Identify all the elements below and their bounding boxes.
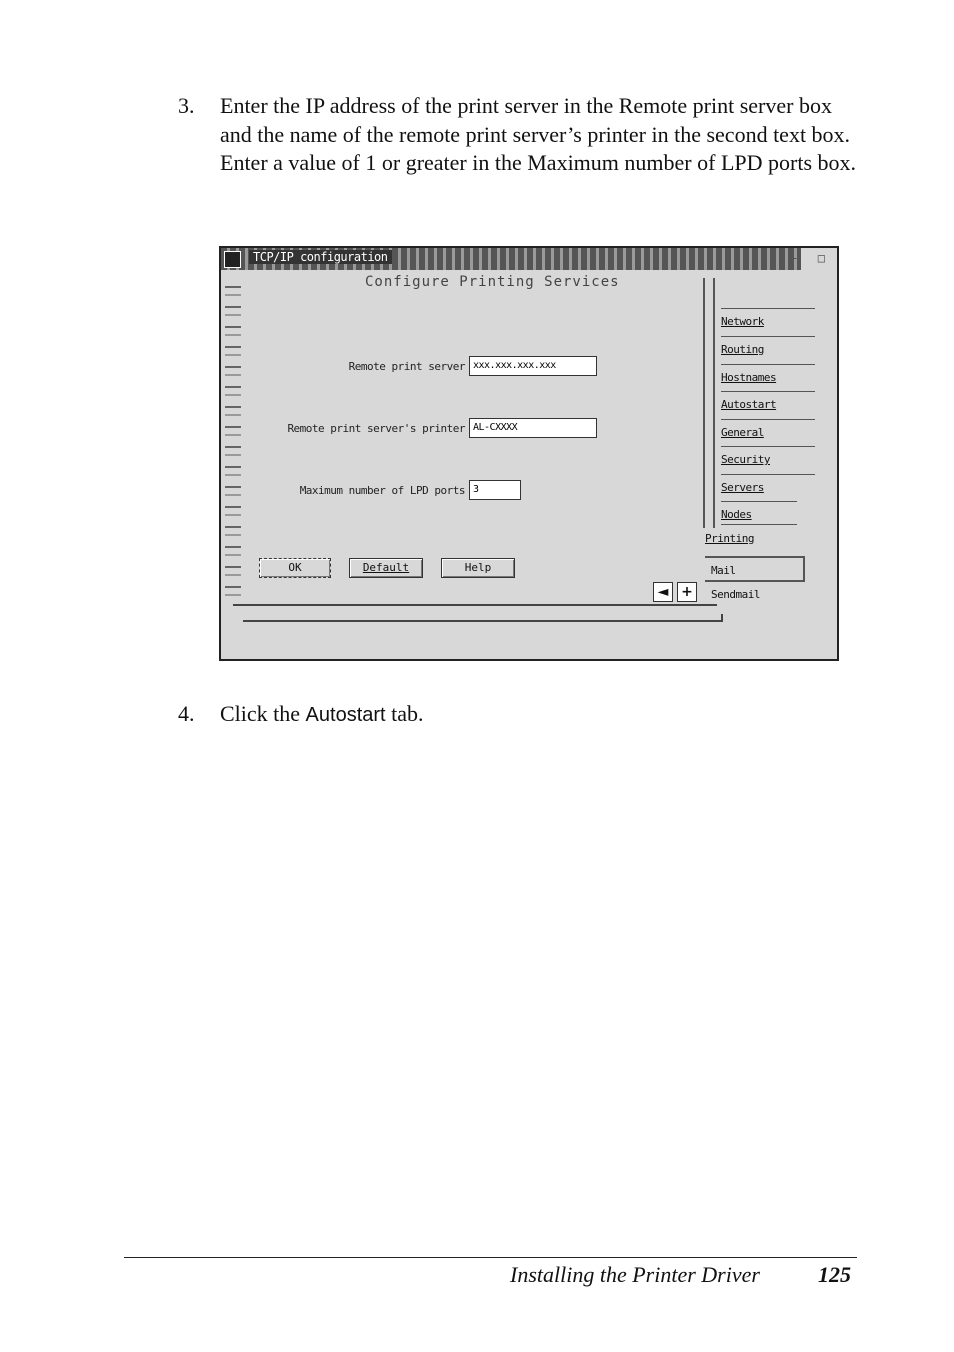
footer-rule bbox=[124, 1257, 857, 1258]
app-icon bbox=[224, 251, 241, 268]
notebook-binding-decoration bbox=[225, 276, 241, 596]
step-text-prefix: Click the bbox=[220, 701, 306, 726]
tab-routing[interactable]: Routing bbox=[721, 336, 815, 360]
tab-nodes[interactable]: Nodes bbox=[721, 501, 797, 525]
tab-servers[interactable]: Servers bbox=[721, 474, 815, 498]
tab-network[interactable]: Network bbox=[721, 308, 815, 332]
step-number: 4. bbox=[178, 701, 195, 726]
window-title-bar bbox=[221, 248, 801, 270]
notebook-page-edge bbox=[233, 604, 717, 606]
tcpip-configuration-screenshot bbox=[219, 246, 839, 661]
tab-autostart[interactable]: Autostart bbox=[721, 391, 815, 415]
help-button[interactable]: Help bbox=[441, 558, 515, 578]
remote-print-server-input[interactable]: xxx.xxx.xxx.xxx bbox=[469, 356, 597, 376]
window-title: TCP/IP configuration bbox=[249, 250, 392, 264]
dialog-heading: Configure Printing Services bbox=[365, 274, 620, 290]
notebook-tab-spine bbox=[703, 278, 715, 528]
tab-sendmail[interactable]: Sendmail bbox=[711, 588, 760, 601]
remote-printer-input[interactable]: AL-CXXXX bbox=[469, 418, 597, 438]
remote-print-server-label: Remote print server bbox=[348, 360, 465, 373]
tab-printing[interactable]: Printing bbox=[705, 532, 754, 545]
notebook-page-edge-lower bbox=[243, 614, 723, 622]
step-number: 3. bbox=[178, 93, 195, 118]
step-text-suffix: tab. bbox=[385, 701, 424, 726]
step-text: Enter the IP address of the print server in the Remote print server box and the name of the remote print server’s printer in the second text box. Enter a value of 1 or greater in the Maximum number of LPD ports box. bbox=[220, 93, 857, 175]
remote-printer-label: Remote print server's printer bbox=[287, 422, 465, 435]
max-lpd-ports-input[interactable]: 3 bbox=[469, 480, 521, 500]
tab-scroll-left-button[interactable]: ◄ bbox=[653, 582, 673, 602]
max-lpd-ports-label: Maximum number of LPD ports bbox=[299, 484, 465, 497]
step-text bbox=[220, 700, 860, 730]
tab-mail[interactable]: Mail bbox=[705, 556, 805, 582]
page-number: 125 bbox=[818, 1262, 851, 1287]
autostart-term: Autostart bbox=[305, 704, 386, 726]
tab-general[interactable]: General bbox=[721, 419, 815, 443]
ok-button[interactable]: OK bbox=[259, 558, 331, 578]
default-button[interactable]: Default bbox=[349, 558, 423, 578]
footer-chapter-title: Installing the Printer Driver bbox=[510, 1262, 760, 1287]
tab-scroll-right-button[interactable]: + bbox=[677, 582, 697, 602]
tab-hostnames[interactable]: Hostnames bbox=[721, 364, 815, 388]
window-controls[interactable]: - □ bbox=[791, 251, 831, 265]
tab-security[interactable]: Security bbox=[721, 446, 815, 470]
